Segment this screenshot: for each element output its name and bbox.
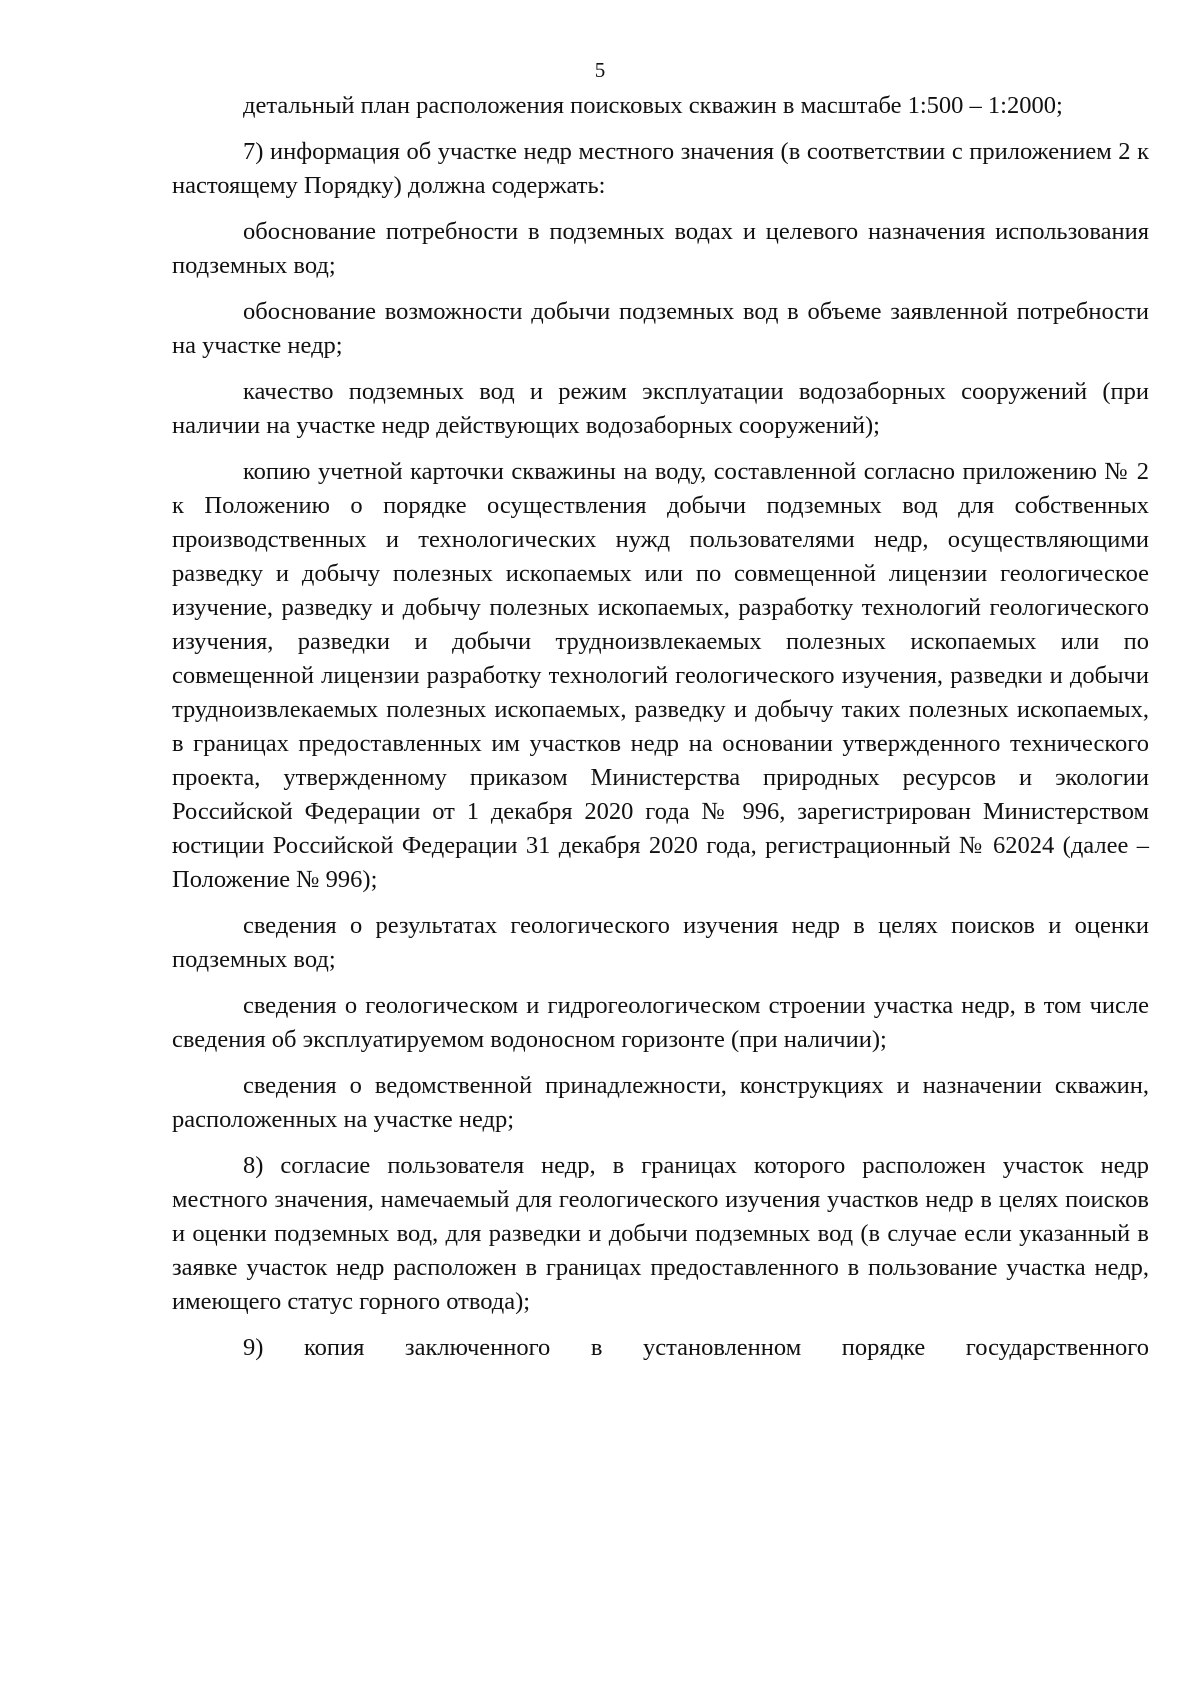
paragraph-hydrogeological-structure: сведения о геологическом и гидрогеологическом строении участка недр, в том числе сведения об эксплуатируемом водоносном горизонте (при наличии); [172,992,1149,1053]
paragraph-item-8: 8) согласие пользователя недр, в границах которого расположен участок недр местного значения, намечаемый для геологического изучения участков недр в целях поисков и оценки подземных вод, для разведки и добычи подземных вод (в случае если указанный в заявке участок недр расположен в границах предоставленного в пользование участка недр, имеющего статус горного отвода); [172,1152,1149,1315]
paragraph-water-quality: качество подземных вод и режим эксплуатации водозаборных сооружений (при наличии на участке недр действующих водозаборных сооружений); [172,378,1149,439]
document-body [172,89,1149,1377]
paragraph-item-9: 9) копия заключенного в установленном порядке государственного [243,1334,1149,1361]
page-number: 5 [594,58,606,82]
paragraph-well-ownership: сведения о ведомственной принадлежности, конструкциях и назначении скважин, расположенных на участке недр; [172,1072,1149,1133]
paragraph-item-7: 7) информация об участке недр местного значения (в соответствии с приложением 2 к настоящему Порядку) должна содержать: [172,138,1149,199]
paragraph-need-justification: обоснование потребности в подземных водах и целевого назначения использования подземных вод; [172,218,1149,279]
paragraph-geological-results: сведения о результатах геологического изучения недр в целях поисков и оценки подземных вод; [172,912,1149,973]
paragraph-borehole-plan: детальный план расположения поисковых скважин в масштабе 1:500 – 1:2000; [243,92,1063,119]
paragraph-well-record-copy: копию учетной карточки скважины на воду, составленной согласно приложению № 2 к Положению о порядке осуществления добычи подземных вод для собственных производственных и технологических нужд пользователями недр, осуществляющими разведку и добычу полезных ископаемых или по совмещенной лицензии геологическое изучение, разведку и добычу полезных ископаемых, разработку технологий геологического изучения, разведки и добычи трудноизвлекаемых полезных ископаемых или по совмещенной лицензии разработку технологий геологического изучения, разведки и добычи трудноизвлекаемых полезных ископаемых, разведку и добычу таких полезных ископаемых, в границах предоставленных им участков недр на основании утвержденного технического проекта, утвержденному приказом Министерства природных ресурсов и экологии Российской Федерации от 1 декабря 2020 года № 996, зарегистрирован Министерством юстиции Российской Федерации 31 декабря 2020 года, регистрационный № 62024 (далее – Положение № 996); [172,458,1149,893]
paragraph-extraction-justification: обоснование возможности добычи подземных вод в объеме заявленной потребности на участке недр; [172,298,1149,359]
